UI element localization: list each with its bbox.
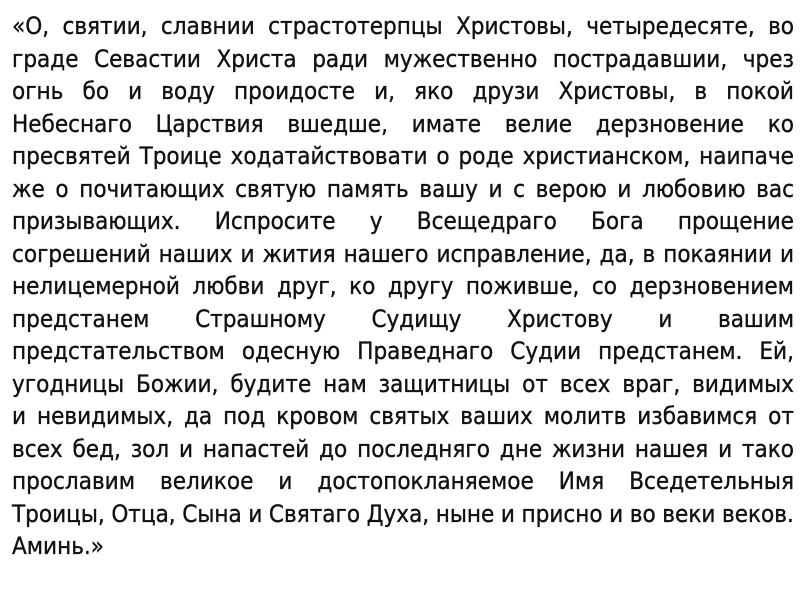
- word: Христовы,: [456, 12, 573, 40]
- word: и: [179, 434, 194, 463]
- word: присно: [521, 499, 603, 528]
- word: воду: [161, 77, 215, 105]
- word: граде: [12, 44, 79, 73]
- prayer-text-block: [12, 10, 794, 580]
- word: покой: [726, 77, 794, 105]
- word: бед,: [72, 434, 121, 463]
- text-line: [12, 368, 794, 401]
- word: ко: [767, 109, 794, 138]
- word: ваших: [460, 402, 533, 430]
- word: со: [591, 272, 617, 300]
- text-line: [12, 173, 794, 206]
- word: ходатайствовати: [230, 142, 428, 170]
- word: и: [658, 304, 673, 333]
- word: всех: [559, 369, 611, 398]
- word: Севастии: [94, 44, 201, 73]
- word: и: [779, 239, 794, 268]
- word: вашим: [717, 304, 794, 333]
- word: одесную: [241, 337, 341, 365]
- word: славнии: [160, 12, 255, 40]
- word: невидимых,: [36, 402, 174, 430]
- word: и: [248, 499, 263, 528]
- word: будите: [230, 369, 312, 398]
- word: мужественно: [383, 44, 538, 73]
- text-line: [12, 498, 794, 531]
- word: память: [326, 174, 409, 203]
- text-line: [12, 303, 794, 336]
- word: святых: [369, 402, 450, 430]
- word: жизни: [551, 434, 626, 463]
- word: с: [513, 174, 526, 203]
- word: пресвятей: [12, 142, 131, 170]
- word: и: [12, 402, 27, 430]
- word: вас: [756, 174, 794, 203]
- word: предстанем: [12, 304, 150, 333]
- text-line: [12, 238, 794, 271]
- word: во: [629, 499, 656, 528]
- word: и: [718, 434, 733, 463]
- word: нашего: [343, 239, 429, 268]
- word: Христа: [216, 44, 297, 73]
- word: друг,: [276, 272, 337, 300]
- word: Святаго: [268, 499, 361, 528]
- word: напастей: [202, 434, 310, 463]
- word: святии,: [62, 12, 148, 40]
- word: Имя: [558, 467, 605, 495]
- word: покаянии: [663, 239, 772, 268]
- word: и,: [374, 77, 395, 105]
- word: четыредесяте,: [586, 12, 755, 40]
- text-line: [12, 530, 794, 563]
- word: Ей,: [759, 337, 794, 365]
- word: предстательством: [12, 337, 225, 365]
- text-line: [12, 75, 794, 108]
- word: Сына: [182, 499, 242, 528]
- word: любовию: [642, 174, 746, 203]
- word: веки: [662, 499, 716, 528]
- word: да,: [599, 239, 635, 268]
- text-line: [12, 270, 794, 303]
- word: Бога: [591, 207, 644, 235]
- word: вшедше,: [287, 109, 388, 138]
- word: последняго: [357, 434, 490, 463]
- word: прославим: [12, 467, 135, 495]
- word: наипаче: [699, 142, 794, 170]
- word: Отца,: [111, 499, 176, 528]
- word: Праведнаго: [357, 337, 494, 365]
- word: веков.: [721, 499, 794, 528]
- word: призывающих.: [12, 207, 181, 235]
- word: исправление,: [436, 239, 592, 268]
- word: всех: [12, 434, 63, 463]
- word: Божии,: [136, 369, 219, 398]
- word: достопокланяемое: [317, 467, 534, 495]
- word: ныне: [435, 499, 495, 528]
- word: Царствия: [155, 109, 264, 138]
- word: и: [609, 499, 624, 528]
- text-line: [12, 400, 794, 433]
- word: роде: [458, 142, 514, 170]
- text-line: [12, 335, 794, 368]
- text-line: [12, 140, 794, 173]
- word: дерзновение: [595, 109, 744, 138]
- word: друзи: [472, 77, 540, 105]
- word: согрешений: [12, 239, 151, 268]
- word: же: [12, 174, 45, 203]
- word: жития: [262, 239, 336, 268]
- word: Вседетельныя: [629, 467, 794, 495]
- word: Небеснаго: [12, 109, 132, 138]
- word: другу: [387, 272, 454, 300]
- word: вашу: [419, 174, 478, 203]
- text-line: [12, 108, 794, 141]
- word: яко: [414, 77, 454, 105]
- word: Христовы,: [558, 77, 676, 105]
- word: угодницы: [12, 369, 125, 398]
- word: Троице: [139, 142, 222, 170]
- word: враг,: [622, 369, 681, 398]
- word: нам: [323, 369, 367, 398]
- word: святую: [235, 174, 317, 203]
- word: и: [617, 174, 632, 203]
- word: прощение: [677, 207, 794, 235]
- word: в: [694, 77, 708, 105]
- word: христианском,: [522, 142, 691, 170]
- text-line: [12, 205, 794, 238]
- word: Страшному: [195, 304, 326, 333]
- word: ко: [349, 272, 376, 300]
- text-line: [12, 433, 794, 466]
- word: Испросите: [214, 207, 336, 235]
- word: под: [223, 402, 266, 430]
- word: кровом: [276, 402, 359, 430]
- word: молитв: [543, 402, 627, 430]
- word: поживше,: [465, 272, 580, 300]
- text-line: [12, 465, 794, 498]
- word: Аминь.»: [12, 532, 104, 560]
- word: и: [128, 77, 143, 105]
- word: в: [642, 239, 656, 268]
- word: верою: [535, 174, 607, 203]
- word: Всещедраго: [416, 207, 557, 235]
- word: о: [436, 142, 450, 170]
- word: и: [240, 239, 255, 268]
- word: предстанем.: [598, 337, 743, 365]
- word: тако: [741, 434, 794, 463]
- word: дерзновением: [629, 272, 794, 300]
- text-line: [12, 10, 794, 43]
- word: избавимся: [637, 402, 758, 430]
- word: бо: [82, 77, 110, 105]
- word: Христову: [507, 304, 613, 333]
- word: чрез: [742, 44, 794, 73]
- word: огнь: [12, 77, 64, 105]
- word: до: [319, 434, 348, 463]
- word: и: [278, 467, 293, 495]
- word: от: [522, 369, 548, 398]
- word: имате: [411, 109, 482, 138]
- word: ради: [312, 44, 369, 73]
- word: Духа,: [366, 499, 430, 528]
- word: наших: [158, 239, 233, 268]
- word: велие: [504, 109, 572, 138]
- word: видимых: [692, 369, 794, 398]
- word: во: [768, 12, 794, 40]
- word: да: [183, 402, 213, 430]
- word: пострадавшии,: [552, 44, 728, 73]
- text-line: [12, 43, 794, 76]
- word: дне: [499, 434, 543, 463]
- word: «О,: [12, 12, 50, 40]
- word: великое: [160, 467, 254, 495]
- word: от: [768, 402, 794, 430]
- word: зол: [130, 434, 170, 463]
- word: Судии: [510, 337, 582, 365]
- word: почитающих: [79, 174, 225, 203]
- word: у: [369, 207, 383, 235]
- word: Троицы,: [12, 499, 105, 528]
- word: страстотерпцы: [268, 12, 443, 40]
- word: о: [55, 174, 69, 203]
- word: Судищу: [371, 304, 462, 333]
- word: и: [488, 174, 503, 203]
- word: любви: [192, 272, 265, 300]
- word: защитницы: [378, 369, 511, 398]
- word: проидосте: [234, 77, 355, 105]
- word: и: [500, 499, 515, 528]
- word: нашея: [634, 434, 709, 463]
- word: нелицемерной: [12, 272, 180, 300]
